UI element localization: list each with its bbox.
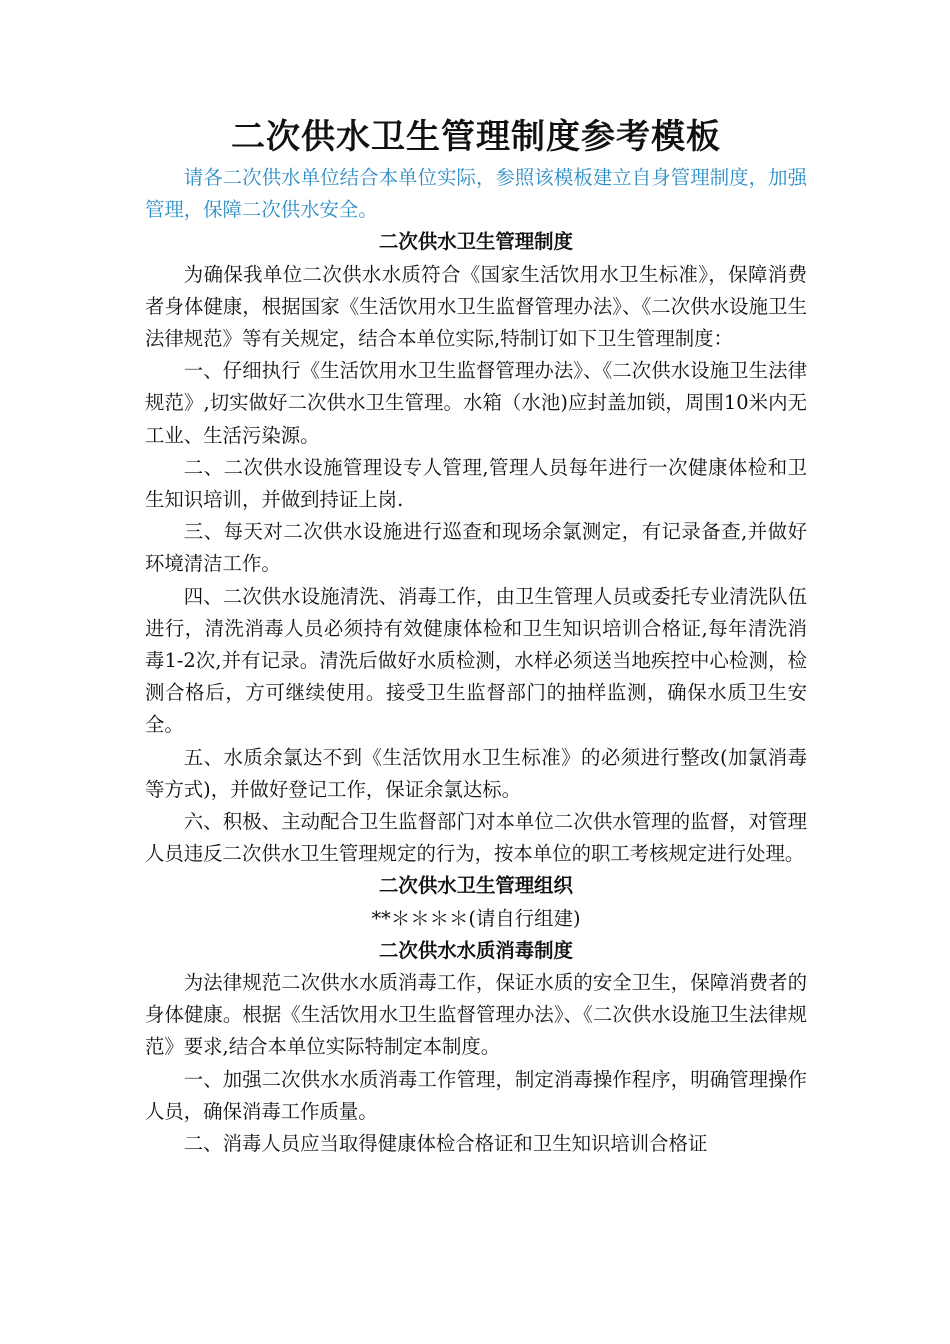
paragraph: 五、水质余氯达不到《生活饮用水卫生标准》的必须进行整改(加氯消毒等方式)，并做好登记工作，保证余氯达标。 <box>145 745 807 801</box>
paragraph: 为法律规范二次供水水质消毒工作，保证水质的安全卫生，保障消费者的身体健康。根据《生活饮用水卫生监督管理办法》、《二次供水设施卫生法律规范》要求,结合本单位实际特制定本制度。 <box>145 971 807 1059</box>
section-heading-hygiene-management: 二次供水卫生管理制度 <box>379 230 573 254</box>
section-heading-disinfection: 二次供水水质消毒制度 <box>379 938 573 962</box>
paragraph: 三、每天对二次供水设施进行巡查和现场余氯测定，有记录备查,并做好环境清洁工作。 <box>145 520 807 576</box>
document-page <box>145 112 807 1160</box>
paragraph: 六、积极、主动配合卫生监督部门对本单位二次供水管理的监督，对管理人员违反二次供水卫生管理规定的行为，按本单位的职工考核规定进行处理。 <box>145 810 807 866</box>
paragraph: 一、加强二次供水水质消毒工作管理，制定消毒操作程序，明确管理操作人员，确保消毒工作质量。 <box>145 1067 807 1123</box>
paragraph: 二、消毒人员应当取得健康体检合格证和卫生知识培训合格证 <box>183 1132 708 1156</box>
paragraph: 四、二次供水设施清洗、消毒工作，由卫生管理人员或委托专业清洗队伍进行，清洗消毒人员必须持有效健康体检和卫生知识培训合格证,每年清洗消毒1-2次,并有记录。清洗后做好水质检测，水样必须送当地疾控中心检测，检测合格后，方可继续使用。接受卫生监督部门的抽样监测，确保水质卫生安全。 <box>145 584 807 737</box>
document-title: 二次供水卫生管理制度参考模板 <box>231 117 721 157</box>
intro-note: 请各二次供水单位结合本单位实际，参照该模板建立自身管理制度，加强管理，保障二次供水安全。 <box>145 166 807 222</box>
section-heading-management-organization: 二次供水卫生管理组织 <box>379 874 573 898</box>
paragraph: 一、仔细执行《生活饮用水卫生监督管理办法》、《二次供水设施卫生法律规范》,切实做好二次供水卫生管理。水箱（水池)应封盖加锁，周围10米内无工业、生活污染源。 <box>145 359 807 447</box>
paragraph: 二、二次供水设施管理设专人管理,管理人员每年进行一次健康体检和卫生知识培训，并做到持证上岗. <box>145 455 807 512</box>
organization-placeholder: **＊＊＊＊(请自行组建) <box>371 906 581 930</box>
paragraph: 为确保我单位二次供水水质符合《国家生活饮用水卫生标准》，保障消费者身体健康，根据国家《生活饮用水卫生监督管理办法》、《二次供水设施卫生法律规范》等有关规定，结合本单位实际,特制订如下卫生管理制度： <box>145 262 807 351</box>
